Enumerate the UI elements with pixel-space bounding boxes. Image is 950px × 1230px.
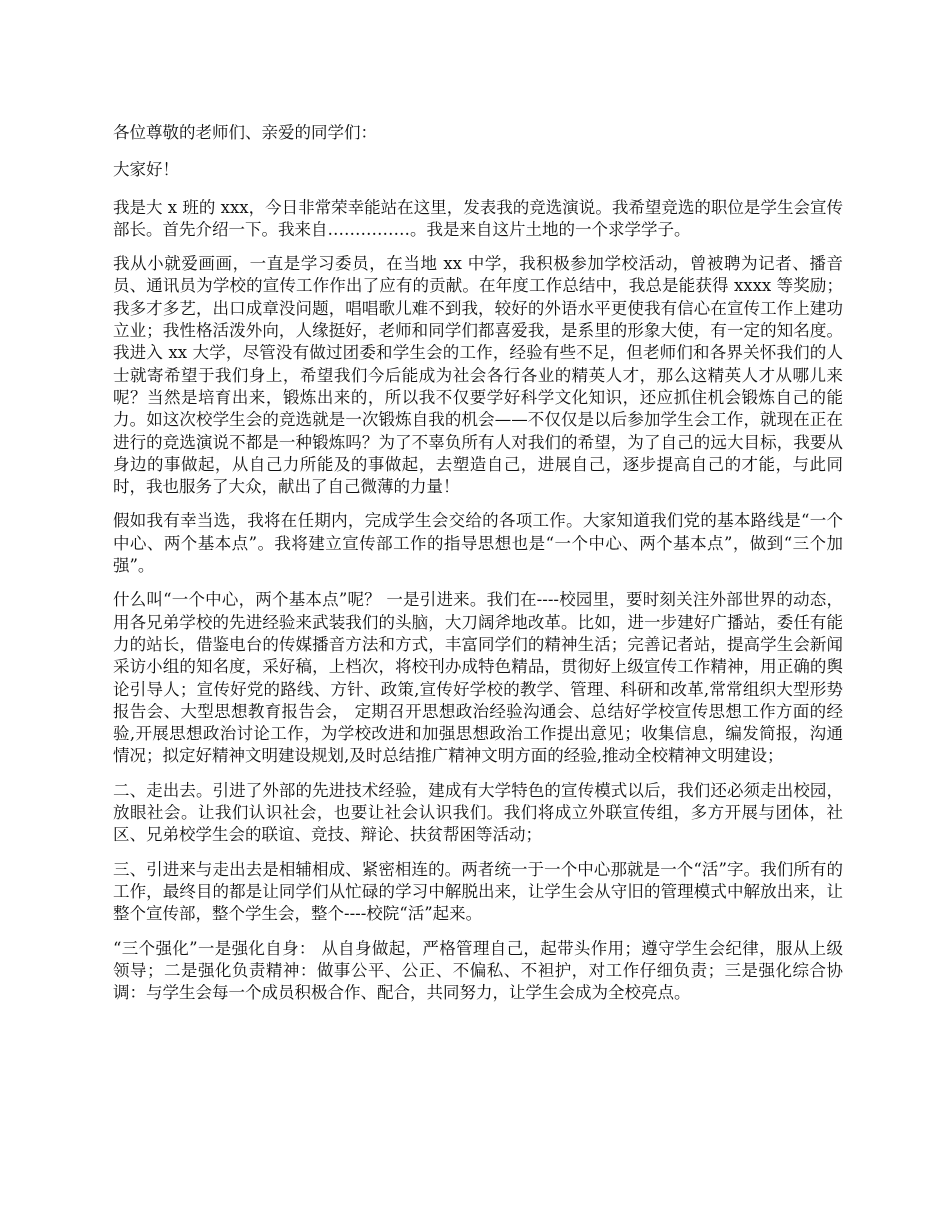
paragraph-combine: 三、引进来与走出去是相辅相成、紧密相连的。两者统一于一个中心那就是一个“活”字。我们所有的工作，最终目的都是让同学们从忙碌的学习中解脱出来，让学生会从守旧的管理模式中解放出来，让整个宣传部，整个学生会，整个----校院“活”起来。 [113,859,843,924]
paragraph-bring-in: 什么叫“一个中心，两个基本点”呢？ 一是引进来。我们在----校园里，要时刻关注外部世界的动态，用各兄弟学校的先进经验来武装我们的头脑，大刀阔斧地改革。比如，进一步建好广播站，委任有能力的站长，借鉴电台的传媒播音方法和方式，丰富同学们的精神生活；完善记者站，提高学生会新闻采访小组的知名度，采好稿，上档次，将校刊办成特色精品，贯彻好上级宣传工作精神，用正确的舆论引导人；宣传好党的路线、方针、政策,宣传好学校的教学、管理、科研和改革,常常组织大型形势报告会、大型思想教育报告会， 定期召开思想政治经验沟通会、总结好学校宣传思想工作方面的经验,开展思想政治讨论工作，为学校改进和加强思想政治工作提出意见；收集信息，编发简报，沟通情况；拟定好精神文明建设规划,及时总结推广精神文明方面的经验,推动全校精神文明建设； [113,590,843,766]
paragraph-three-strengthen: “三个强化”一是强化自身： 从自身做起，严格管理自己，起带头作用；遵守学生会纪律，服从上级领导；二是强化负责精神：做事公平、公正、不偏私、不袒护，对工作仔细负责；三是强化综合协调：与学生会每一个成员积极合作、配合，共同努力，让学生会成为全校亮点。 [113,938,843,1003]
paragraph-plan: 假如我有幸当选，我将在任期内，完成学生会交给的各项工作。大家知道我们党的基本路线是“一个中心、两个基本点”。我将建立宣传部工作的指导思想也是“一个中心、两个基本点”，做到“三个加强”。 [113,511,843,576]
paragraph-background: 我从小就爱画画，一直是学习委员，在当地 xx 中学，我积极参加学校活动，曾被聘为记者、播音员、通讯员为学校的宣传工作作出了应有的贡献。在年度工作总结中，我总是能获得 xxxx 等奖励；我多才多艺，出口成章没问题，唱唱歌儿难不到我，较好的外语水平更使我有信心在宣传工作上建功立业；我性格活泼外向，人缘挺好，老师和同学们都喜爱我，是系里的形象大使，有一定的知名度。我进入 xx 大学，尽管没有做过团委和学生会的工作，经验有些不足，但老师们和各界关怀我们的人士就寄希望于我们身上，希望我们今后能成为社会各行各业的精英人才，那么这精英人才从哪儿来呢？当然是培育出来，锻炼出来的，所以我不仅要学好科学文化知识，还应抓住机会锻炼自己的能力。如这次校学生会的竞选就是一次锻炼自我的机会——不仅仅是以后参加学生会工作，就现在正在进行的竞选演说不都是一种锻炼吗？为了不辜负所有人对我们的希望，为了自己的远大目标，我要从身边的事做起，从自己力所能及的事做起，去塑造自己，进展自己，逐步提高自己的才能，与此同时，我也服务了大众，献出了自己微薄的力量！ [113,254,843,497]
paragraph-introduction: 我是大 x 班的 xxx，今日非常荣幸能站在这里，发表我的竞选演说。我希望竞选的职位是学生会宣传部长。首先介绍一下。我来自……………。我是来自这片土地的一个求学学子。 [113,197,843,239]
speech-body [113,122,843,1016]
salutation: 各位尊敬的老师们、亲爱的同学们： [113,123,377,142]
greeting: 大家好！ [113,160,179,180]
paragraph-go-out: 二、走出去。引进了外部的先进技术经验，建成有大学特色的宣传模式以后，我们还必须走出校园，放眼社会。让我们认识社会，也要让社会认识我们。我们将成立外联宣传组，多方开展与团体，社区、兄弟校学生会的联谊、竞技、辩论、扶贫帮困等活动； [113,780,843,845]
